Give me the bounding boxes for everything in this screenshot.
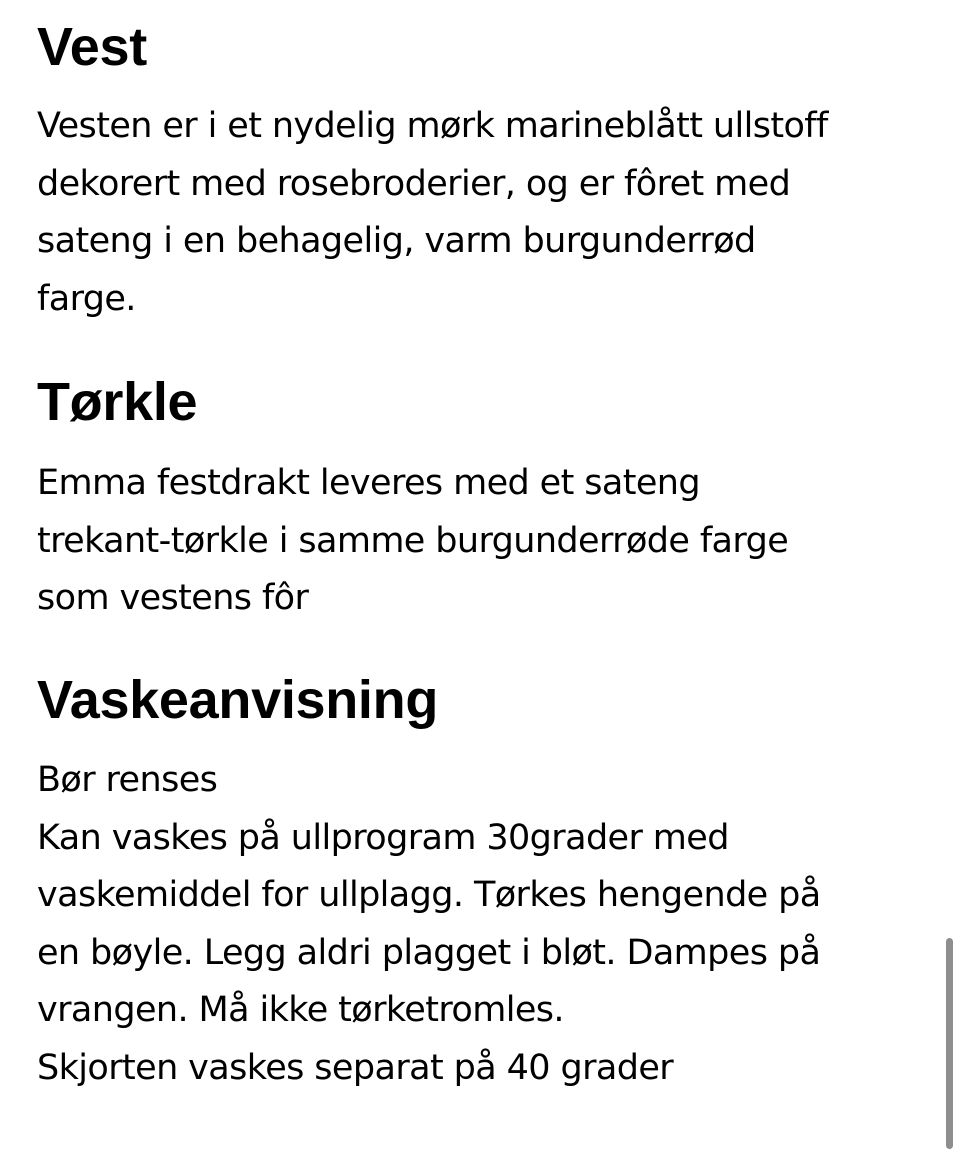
vertical-scrollbar[interactable] xyxy=(946,938,953,1149)
vest-heading: Vest xyxy=(37,17,147,77)
torkle-description: Emma festdrakt leveres med et sateng trekant-tørkle i samme burgunderrøde farge som vestens fôr xyxy=(37,463,789,618)
washing-instructions-text: Bør renses Kan vaskes på ullprogram 30grader med vaskemiddel for ullplagg. Tørkes hengende på en bøyle. Legg aldri plagget i bløt. Dampes på vrangen. Må ikke tørketromles. Skjorten vaskes separat på 40 grader xyxy=(37,760,821,1088)
washing-instructions-heading: Vaskeanvisning xyxy=(37,670,439,730)
vest-description: Vesten er i et nydelig mørk marineblått ullstoff dekorert med rosebroderier, og er fôret med sateng i en behagelig, varm burgunderrød farge. xyxy=(37,106,828,319)
torkle-heading: Tørkle xyxy=(37,372,198,432)
